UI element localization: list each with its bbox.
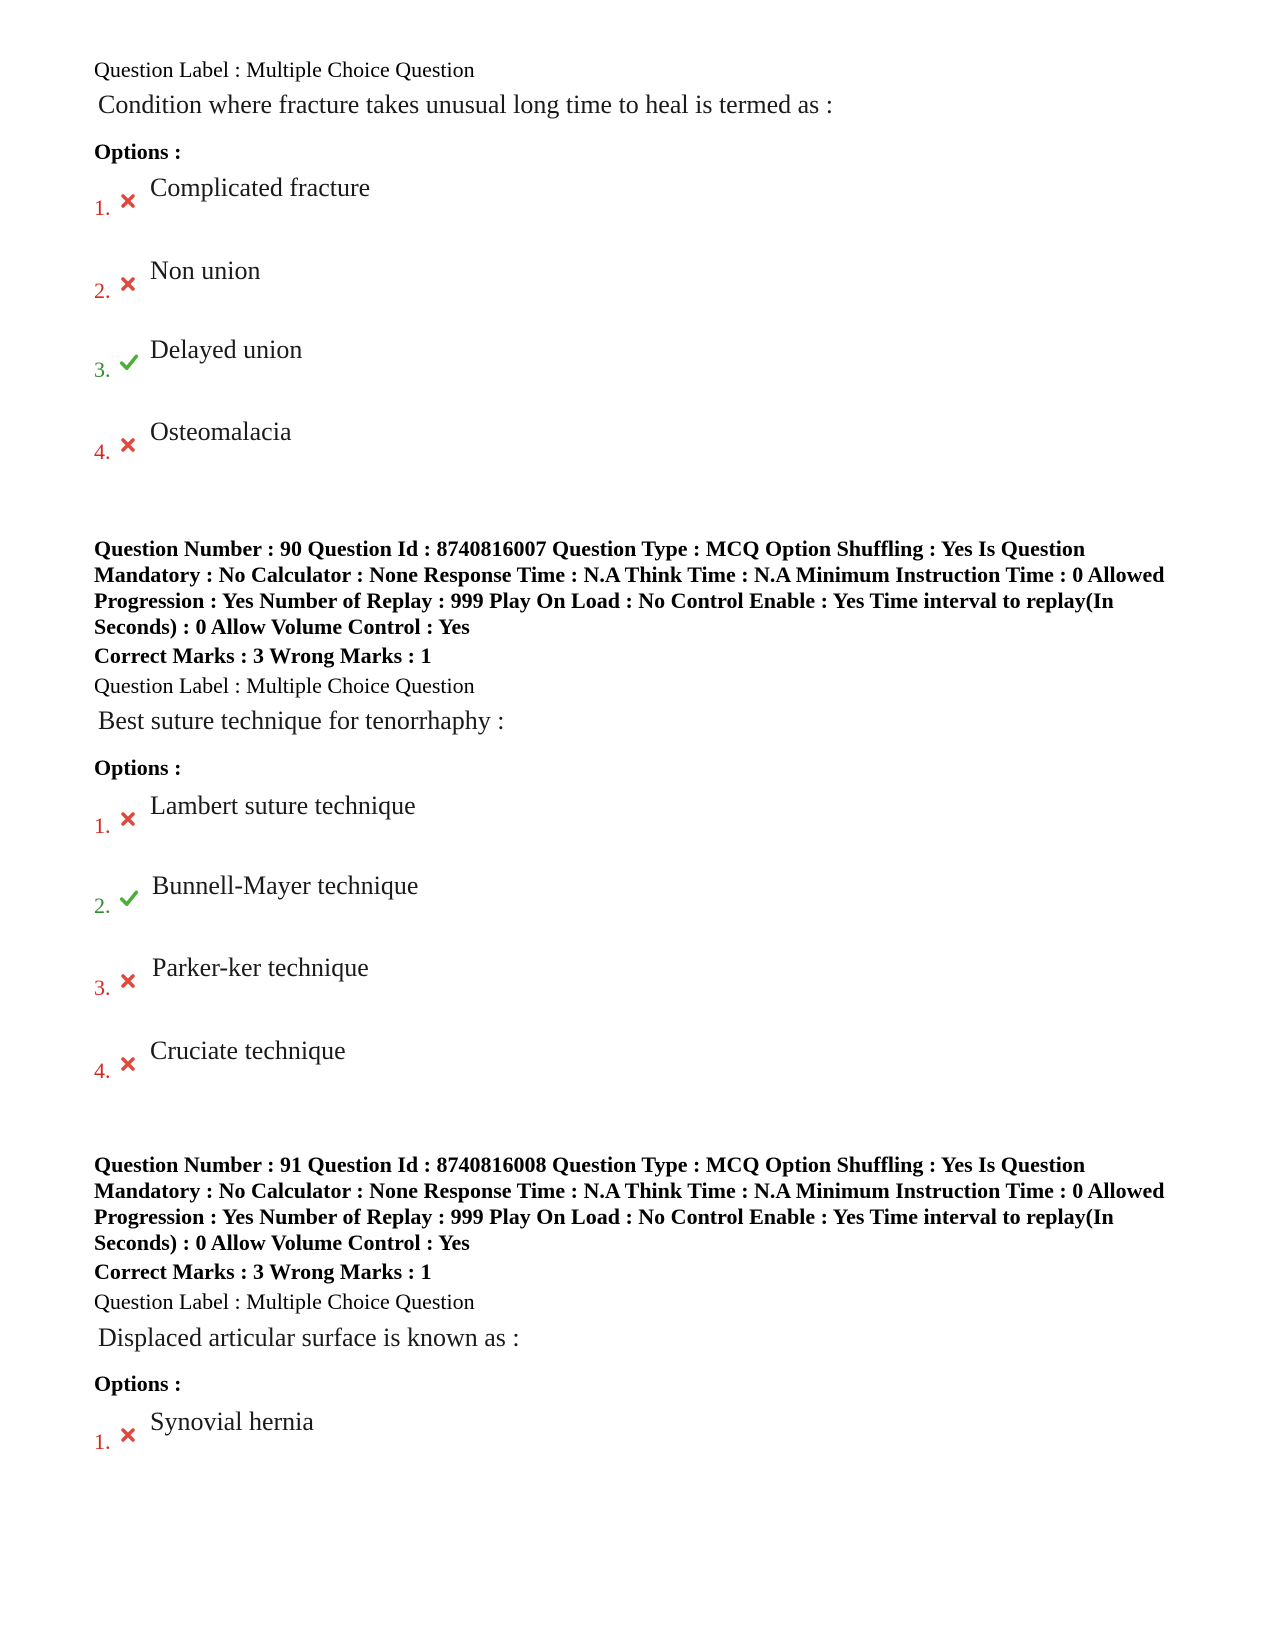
option-item <box>94 173 694 223</box>
option-number: 1. <box>94 195 111 220</box>
option-item <box>94 1407 694 1457</box>
option-text: Cruciate technique <box>150 1036 346 1065</box>
option-item <box>94 953 694 1003</box>
option-number: 1. <box>94 813 111 838</box>
option-text: Osteomalacia <box>150 417 292 446</box>
option-text: Delayed union <box>150 335 303 364</box>
option-item <box>94 256 694 306</box>
question-text: Best suture technique for tenorrhaphy : <box>98 706 505 735</box>
option-text: Complicated fracture <box>150 173 371 202</box>
option-text: Bunnell-Mayer technique <box>152 871 419 900</box>
option-item <box>94 1036 694 1086</box>
option-text: Non union <box>150 256 261 285</box>
cross-icon <box>120 1056 136 1072</box>
option-text: Synovial hernia <box>150 1407 314 1436</box>
cross-icon <box>120 973 136 989</box>
check-icon <box>118 889 140 907</box>
option-text: Lambert suture technique <box>150 791 416 820</box>
option-text: Parker-ker technique <box>152 953 369 982</box>
option-number: 4. <box>94 439 111 464</box>
option-number: 3. <box>94 975 111 1000</box>
cross-icon <box>120 276 136 292</box>
cross-icon <box>120 437 136 453</box>
question-label: Question Label : Multiple Choice Question <box>94 57 475 82</box>
question-text: Displaced articular surface is known as : <box>98 1323 520 1352</box>
options-heading: Options : <box>94 755 182 780</box>
options-heading: Options : <box>94 1371 182 1396</box>
cross-icon <box>120 193 136 209</box>
option-number: 4. <box>94 1058 111 1083</box>
option-item <box>94 871 694 921</box>
marks-line: Correct Marks : 3 Wrong Marks : 1 <box>94 1259 432 1284</box>
cross-icon <box>120 1427 136 1443</box>
question-label: Question Label : Multiple Choice Question <box>94 1289 475 1314</box>
question-text: Condition where fracture takes unusual long time to heal is termed as : <box>98 90 834 119</box>
question-metadata: Question Number : 91 Question Id : 8740816008 Question Type : MCQ Option Shuffling : Yes Is Question Mandatory : No Calculator : None Response Time : N.A Think Time : N.A Minimum Instruction Time : 0 Allowed Progression : Yes Number of Replay : 999 Play On Load : No Control Enable : Yes Time interval to replay(In Seconds) : 0 Allow Volume Control : Yes <box>94 1152 1165 1255</box>
option-item <box>94 335 694 385</box>
marks-line: Correct Marks : 3 Wrong Marks : 1 <box>94 643 432 668</box>
option-item <box>94 417 694 467</box>
question-metadata: Question Number : 90 Question Id : 8740816007 Question Type : MCQ Option Shuffling : Yes Is Question Mandatory : No Calculator : None Response Time : N.A Think Time : N.A Minimum Instruction Time : 0 Allowed Progression : Yes Number of Replay : 999 Play On Load : No Control Enable : Yes Time interval to replay(In Seconds) : 0 Allow Volume Control : Yes <box>94 536 1165 639</box>
option-number: 2. <box>94 893 111 918</box>
option-number: 3. <box>94 357 111 382</box>
check-icon <box>118 353 140 371</box>
option-item <box>94 791 694 841</box>
options-heading: Options : <box>94 139 182 164</box>
option-number: 1. <box>94 1429 111 1454</box>
option-number: 2. <box>94 278 111 303</box>
question-label: Question Label : Multiple Choice Question <box>94 673 475 698</box>
cross-icon <box>120 811 136 827</box>
